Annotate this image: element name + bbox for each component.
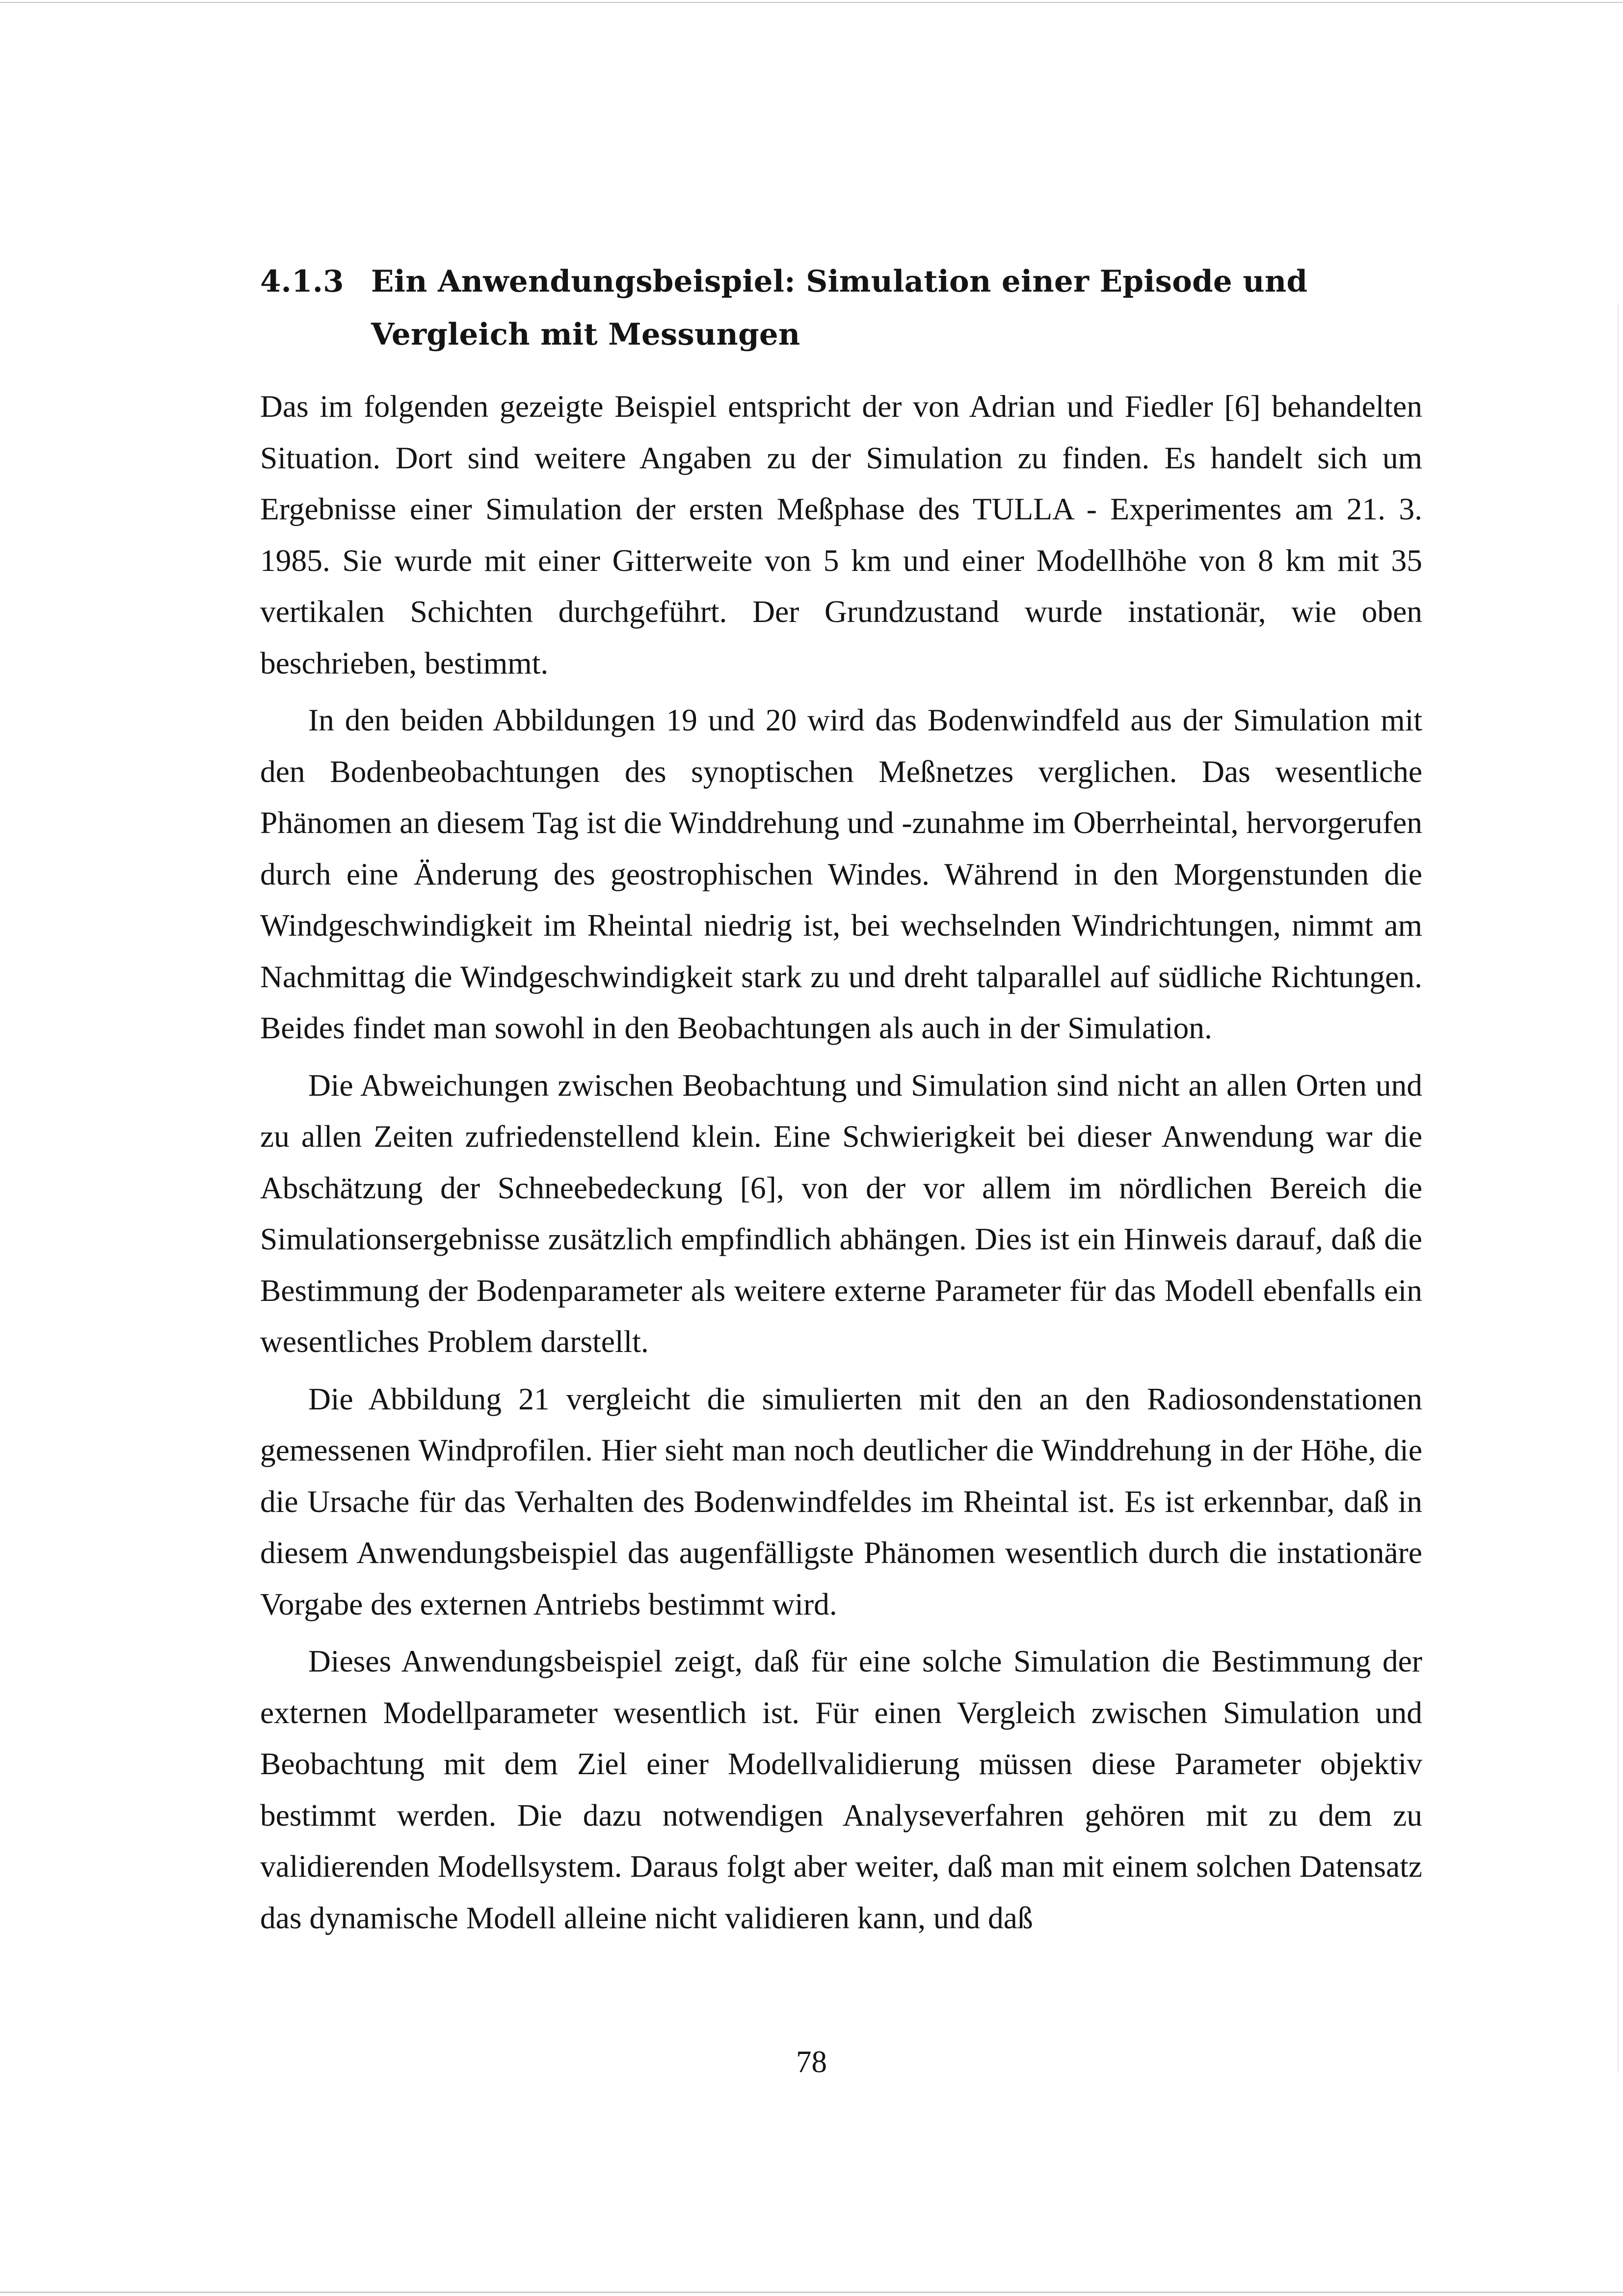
section-heading xyxy=(260,255,1422,361)
paragraph-3: Die Abweichungen zwischen Beobachtung und Simulation sind nicht an allen Orten und zu allen Zeiten zufriedenstellend klein. Eine Schwierigkeit bei dieser Anwendung war die Abschätzung der Schneebedeckung [6], von der vor allem im nördlichen Bereich die Simulationsergebnisse zusätzlich empfindlich abhängen. Dies ist ein Hinweis darauf, daß die Bestimmung der Bodenparameter als weitere externe Parameter für das Modell ebenfalls ein wesentliches Problem darstellt. xyxy=(260,1067,1422,1359)
page-number: 78 xyxy=(796,2045,827,2079)
scan-edge-right xyxy=(1618,304,1619,2072)
paragraph-5: Dieses Anwendungsbeispiel zeigt, daß für eine solche Simulation die Bestimmung der externen Modellparameter wesentlich ist. Für einen Vergleich zwischen Simulation und Beobachtung mit dem Ziel einer Modellvalidierung müssen diese Parameter objektiv bestimmt werden. Die dazu notwendigen Analyseverfahren gehören mit zu dem zu validierenden Modellsystem. Daraus folgt aber weiter, daß man mit einem solchen Datensatz das dynamische Modell alleine nicht validieren kann, und daß xyxy=(260,1644,1422,1935)
paragraph-2: In den beiden Abbildungen 19 und 20 wird das Bodenwindfeld aus der Simulation mit den Bodenbeobachtungen des synoptischen Meßnetzes verglichen. Das wesentliche Phänomen an diesem Tag ist die Winddrehung und -zunahme im Oberrheintal, hervorgerufen durch eine Änderung des geostrophischen Windes. Während in den Morgenstunden die Windgeschwindigkeit im Rheintal niedrig ist, bei wechselnden Windrichtungen, nimmt am Nachmittag die Windgeschwindigkeit stark zu und dreht talparallel auf südliche Richtungen. Beides findet man sowohl in den Beobachtungen als auch in der Simulation. xyxy=(260,702,1422,1045)
section-title: Ein Anwendungsbeispiel: Simulation einer Episode und Vergleich mit Messungen xyxy=(371,264,1308,352)
paragraph-1: Das im folgenden gezeigte Beispiel entspricht der von Adrian und Fiedler [6] behandelten Situation. Dort sind weitere Angaben zu der Simulation zu finden. Es handelt sich um Ergebnisse einer Simulation der ersten Meßphase des TULLA - Experimentes am 21. 3. 1985. Sie wurde mit einer Gitterweite von 5 km und einer Modellhöhe von 8 km mit 35 vertikalen Schichten durchgeführt. Der Grundzustand wurde instationär, wie oben beschrieben, bestimmt. xyxy=(260,389,1422,680)
paragraph-4: Die Abbildung 21 vergleicht die simulierten mit den an den Radiosondenstationen gemessenen Windprofilen. Hier sieht man noch deutlicher die Winddrehung in der Höhe, die die Ursache für das Verhalten des Bodenwindfeldes im Rheintal ist. Es ist erkennbar, daß in diesem Anwendungsbeispiel das augenfälligste Phänomen wesentlich durch die instationäre Vorgabe des externen Antriebs bestimmt wird. xyxy=(260,1381,1422,1621)
scan-edge-top xyxy=(0,2,1623,3)
page-content xyxy=(260,255,1422,1949)
scan-edge-bottom xyxy=(0,2292,1623,2293)
section-number: 4.1.3 xyxy=(260,264,344,299)
